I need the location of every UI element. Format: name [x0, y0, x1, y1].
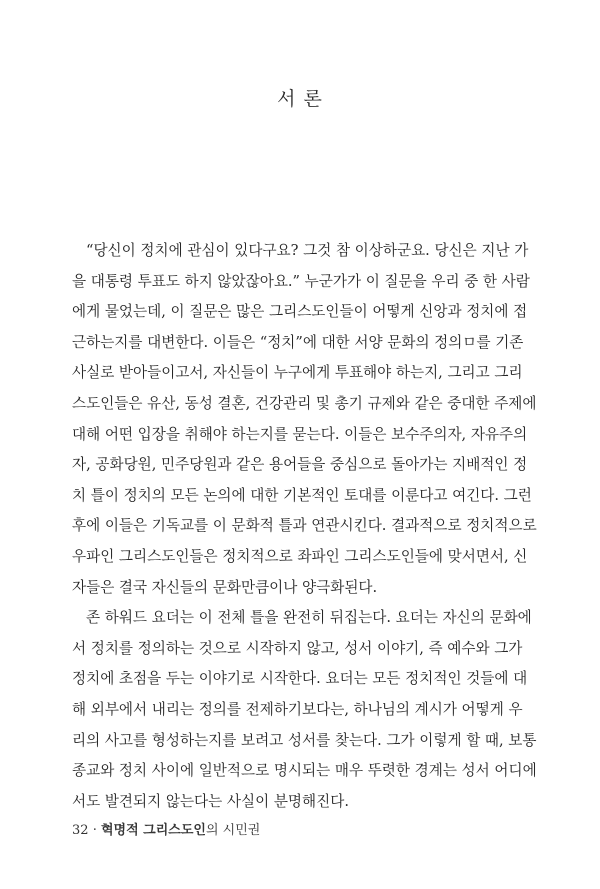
- paragraph-1-line: 스도인들은 유산, 동성 결혼, 건강관리 및 총기 규제와 같은 중대한 주제에: [72, 394, 537, 412]
- paragraph-1-line: 자, 공화당원, 민주당원과 같은 용어들을 중심으로 돌아가는 지배적인 정: [72, 456, 528, 474]
- paragraph-2-line: 리의 사고를 형성하는지를 보려고 성서를 찾는다. 그가 이렇게 할 때, 보통: [72, 731, 537, 749]
- paragraph-1-line: 사실로 받아들이고서, 자신들이 누구에게 투표해야 하는지, 그리고 그리: [72, 364, 523, 382]
- body-text: [72, 236, 537, 817]
- page-footer: [72, 819, 260, 838]
- paragraph-1-line: 에게 물었는데, 이 질문은 많은 그리스도인들이 어떻게 신앙과 정치에 접: [72, 303, 528, 321]
- paragraph-1-line: 근하는지를 대변한다. 이들은 “정치”에 대한 서양 문화의 정의ㅁ를 기존: [72, 333, 524, 351]
- paragraph-2-line: 종교와 정치 사이에 일반적으로 명시되는 매우 뚜렷한 경계는 성서 어디에: [72, 762, 537, 780]
- chapter-title: 서 론: [277, 88, 323, 110]
- running-title-suffix: 의 시민권: [205, 823, 261, 838]
- paragraph-1-line: 우파인 그리스도인들은 정치적으로 좌파인 그리스도인들에 맞서면서, 신: [72, 547, 528, 565]
- paragraph-2: [72, 603, 537, 817]
- paragraph-2-line: 서도 발견되지 않는다는 사실이 분명해진다.: [72, 792, 349, 810]
- paragraph-1-line: 대해 어떤 입장을 취해야 하는지를 묻는다. 이들은 보수주의자, 자유주의: [72, 425, 528, 443]
- running-title: 혁명적 그리스도인: [100, 823, 206, 838]
- paragraph-2-line: 정치에 초점을 두는 이야기로 시작한다. 요더는 모든 정치적인 것들에 대: [72, 670, 528, 688]
- paragraph-1-line: 치 틀이 정치의 모든 논의에 대한 기본적인 토대를 이룬다고 여긴다. 그런: [72, 486, 532, 504]
- paragraph-2-line: 존 하워드 요더는 이 전체 틀을 완전히 뒤집는다. 요더는 자신의 문화에: [86, 609, 532, 627]
- paragraph-1-line: 을 대통령 투표도 하지 않았잖아요.” 누군가가 이 질문을 우리 중 한 사람: [72, 272, 530, 290]
- paragraph-2-line: 해 외부에서 내리는 정의를 전제하기보다는, 하나님의 계시가 어떻게 우: [72, 700, 523, 718]
- page-number: 32: [72, 823, 89, 838]
- paragraph-1-line: 후에 이들은 기독교를 이 문화적 틀과 연관시킨다. 결과적으로 정치적으로: [72, 517, 537, 535]
- paragraph-2-line: 서 정치를 정의하는 것으로 시작하지 않고, 성서 이야기, 즉 예수와 그가: [72, 639, 523, 657]
- paragraph-1-line: 자들은 결국 자신들의 문화만큼이나 양극화된다.: [72, 578, 378, 596]
- footer-separator: ·: [92, 823, 97, 838]
- paragraph-1-line: “당신이 정치에 관심이 있다구요? 그것 참 이상하군요. 당신은 지난 가: [86, 242, 529, 259]
- paragraph-1: [72, 236, 537, 603]
